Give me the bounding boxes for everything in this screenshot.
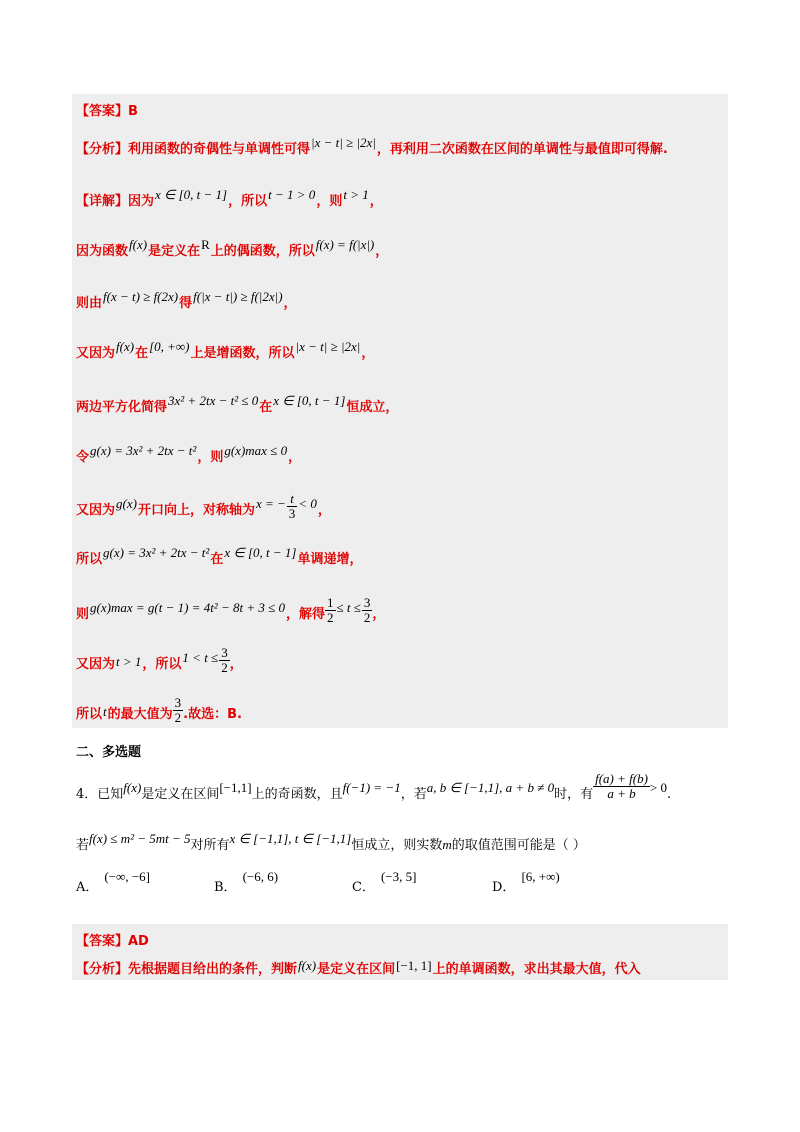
option-c: C．(−3, 5] [352, 869, 417, 895]
detail-line-7: 又因为g(x)开口向上，对称轴为x = − $\frac{t}{3}$ < 0， [76, 491, 331, 521]
answer-label-q4: 【答案】AD [76, 934, 149, 949]
answer-label: 【答案】B [76, 104, 138, 119]
detail-line-10: 又因为t > 1，所以1 < t ≤ $\frac{3}{2}$ ， [76, 645, 243, 675]
detail-line-3: 则由f(x − t) ≥ f(2x)得f(|x − t|) ≥ f(|2x|)， [76, 289, 297, 311]
detail-line-4: 又因为f(x)在[0, +∞)上是增函数，所以|x − t| ≥ |2x|， [76, 339, 375, 361]
detail-line-1: 【详解】因为x ∈ [0, t − 1]，所以t − 1 > 0，则t > 1， [76, 187, 383, 209]
option-d: D．[6, +∞) [492, 869, 560, 895]
detail-line-8: 所以g(x) = 3x² + 2tx − t²在x ∈ [0, t − 1]单调递增， [76, 545, 363, 567]
question-4-line-1: 4．已知f(x)是定义在区间[−1,1]上的奇函数，且f(−1) = −1，若a, b ∈ [−1,1], a + b ≠ 0时，有 $\frac{f(a) + f(b)}{a + b}$ > 0. [76, 771, 672, 802]
option-b: B．(−6, 6) [214, 869, 279, 895]
detail-line-11: 所以t的最大值为 $\frac{3}{2}$ .故选：B. [76, 695, 242, 725]
question-4-line-2: 若f(x) ≤ m² − 5mt − 5对所有x ∈ [−1,1], t ∈ [−1,1]恒成立，则实数m的取值范围可能是（ ） [76, 831, 586, 853]
analysis-line: 【分析】利用函数的奇偶性与单调性可得|x − t| ≥ |2x|，再利用二次函数在区间的单调性与最值即可得解. [76, 135, 668, 157]
detail-line-6: 令g(x) = 3x² + 2tx − t²，则g(x)max ≤ 0， [76, 443, 302, 465]
analysis-line-q4: 【分析】先根据题目给出的条件，判断f(x)是定义在区间[−1, 1]上的单调函数，求出其最大值，代入 [76, 958, 641, 977]
section-title: 二、多选题 [76, 745, 142, 760]
detail-line-5: 两边平方化简得3x² + 2tx − t² ≤ 0在x ∈ [0, t − 1]恒成立， [76, 393, 399, 415]
detail-line-2: 因为函数f(x)是定义在R上的偶函数，所以f(x) = f(|x|)， [76, 237, 389, 259]
option-a: A．(−∞, −6] [76, 869, 150, 895]
detail-line-9: 则g(x)max = g(t − 1) = 4t² − 8t + 3 ≤ 0，解得 $\frac{1}{2}$ ≤ t ≤ $\frac{3}{2}$ ， [76, 595, 386, 625]
